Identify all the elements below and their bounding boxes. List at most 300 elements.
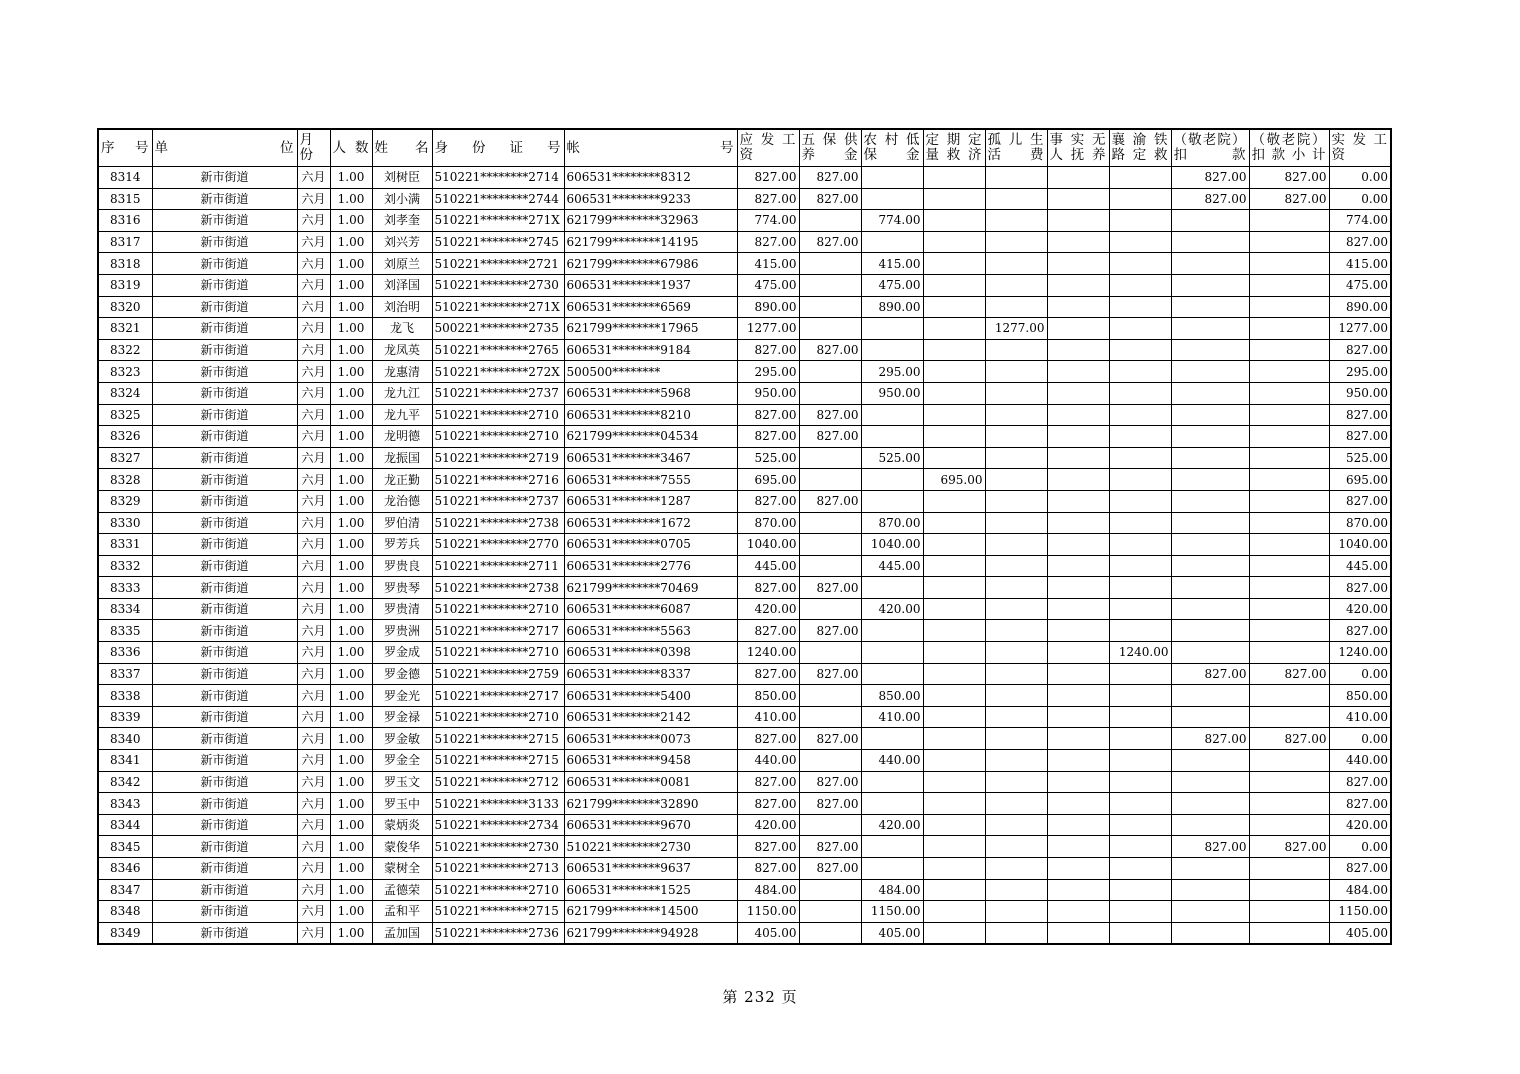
rural-dibao-cell	[861, 620, 923, 642]
headcount-cell: 1.00	[330, 274, 372, 296]
headcount-cell: 1.00	[330, 253, 372, 275]
headcount-cell: 1.00	[330, 814, 372, 836]
deduction-subtotal-cell	[1249, 318, 1329, 340]
month-cell: 六月	[297, 901, 330, 923]
id-number-cell: 500221********2735	[432, 318, 564, 340]
id-number-cell: 510221********2715	[432, 728, 564, 750]
railway-relief-cell	[1109, 404, 1171, 426]
five-guarantee-cell: 827.00	[799, 663, 861, 685]
unit-cell: 新市街道	[152, 922, 297, 944]
rural-dibao-cell: 870.00	[861, 512, 923, 534]
railway-relief-cell	[1109, 922, 1171, 944]
unit-cell: 新市街道	[152, 361, 297, 383]
month-cell: 六月	[297, 296, 330, 318]
id-number-cell: 510221********2711	[432, 555, 564, 577]
unit-cell: 新市街道	[152, 404, 297, 426]
name-cell: 罗金成	[372, 642, 432, 664]
name-cell: 刘孝奎	[372, 210, 432, 232]
rural-dibao-cell: 415.00	[861, 253, 923, 275]
headcount-cell: 1.00	[330, 296, 372, 318]
deduction-subtotal-cell	[1249, 922, 1329, 944]
deduction-subtotal-cell	[1249, 620, 1329, 642]
headcount-cell: 1.00	[330, 404, 372, 426]
name-cell: 蒙树全	[372, 858, 432, 880]
orphan-living-cell	[985, 728, 1047, 750]
table-row	[98, 858, 1391, 880]
name-cell: 罗贵琴	[372, 577, 432, 599]
id-number-cell: 510221********2744	[432, 188, 564, 210]
deduction-subtotal-cell	[1249, 534, 1329, 556]
unit-cell: 新市街道	[152, 728, 297, 750]
rural-dibao-cell: 410.00	[861, 706, 923, 728]
id-number-cell: 510221********2719	[432, 447, 564, 469]
month-cell: 六月	[297, 642, 330, 664]
railway-relief-cell	[1109, 382, 1171, 404]
railway-relief-cell	[1109, 685, 1171, 707]
rural-dibao-cell	[861, 339, 923, 361]
railway-relief-cell	[1109, 339, 1171, 361]
table-row	[98, 922, 1391, 944]
de-facto-orphan-cell	[1047, 750, 1109, 772]
five-guarantee-cell	[799, 210, 861, 232]
unit-cell: 新市街道	[152, 339, 297, 361]
account-number-cell: 606531********2776	[564, 555, 737, 577]
nursing-home-deduction-cell	[1171, 555, 1249, 577]
headcount-cell: 1.00	[330, 750, 372, 772]
row-number-cell: 8339	[98, 706, 152, 728]
account-number-cell: 606531********1672	[564, 512, 737, 534]
account-number-cell: 621799********32890	[564, 793, 737, 815]
rural-dibao-cell: 440.00	[861, 750, 923, 772]
rural-dibao-cell	[861, 858, 923, 880]
name-cell: 龙凤英	[372, 339, 432, 361]
de-facto-orphan-cell	[1047, 858, 1109, 880]
name-cell: 罗贵清	[372, 598, 432, 620]
account-number-cell: 606531********9670	[564, 814, 737, 836]
headcount-cell: 1.00	[330, 469, 372, 491]
table-row	[98, 555, 1391, 577]
row-number-cell: 8338	[98, 685, 152, 707]
rural-dibao-cell: 484.00	[861, 879, 923, 901]
name-cell: 刘兴芳	[372, 231, 432, 253]
table-row	[98, 167, 1391, 189]
row-number-cell: 8317	[98, 231, 152, 253]
header-row	[98, 129, 1391, 167]
account-number-cell: 606531********5968	[564, 382, 737, 404]
rural-dibao-cell	[861, 490, 923, 512]
deduction-subtotal-cell: 827.00	[1249, 836, 1329, 858]
orphan-living-cell	[985, 858, 1047, 880]
table-row	[98, 706, 1391, 728]
account-number-cell: 606531********0081	[564, 771, 737, 793]
five-guarantee-cell	[799, 685, 861, 707]
gross-pay-cell: 440.00	[737, 750, 799, 772]
five-guarantee-cell	[799, 922, 861, 944]
regular-relief-cell	[923, 274, 985, 296]
deduction-subtotal-cell	[1249, 879, 1329, 901]
regular-relief-cell	[923, 728, 985, 750]
nursing-home-deduction-cell: 827.00	[1171, 728, 1249, 750]
regular-relief-cell	[923, 814, 985, 836]
regular-relief-cell	[923, 858, 985, 880]
account-number-cell: 606531********3467	[564, 447, 737, 469]
nursing-home-deduction-cell	[1171, 750, 1249, 772]
month-cell: 六月	[297, 469, 330, 491]
orphan-living-cell	[985, 685, 1047, 707]
unit-cell: 新市街道	[152, 750, 297, 772]
unit-cell: 新市街道	[152, 793, 297, 815]
headcount-cell: 1.00	[330, 426, 372, 448]
orphan-living-cell: 1277.00	[985, 318, 1047, 340]
table-row	[98, 447, 1391, 469]
de-facto-orphan-cell	[1047, 555, 1109, 577]
orphan-living-cell	[985, 620, 1047, 642]
id-number-cell: 510221********2716	[432, 469, 564, 491]
railway-relief-cell	[1109, 706, 1171, 728]
id-number-cell: 510221********2745	[432, 231, 564, 253]
id-number-cell: 510221********272X	[432, 361, 564, 383]
de-facto-orphan-cell	[1047, 577, 1109, 599]
deduction-subtotal-cell	[1249, 512, 1329, 534]
gross-pay-cell: 827.00	[737, 663, 799, 685]
name-cell: 龙九江	[372, 382, 432, 404]
gross-pay-cell: 890.00	[737, 296, 799, 318]
table-row	[98, 210, 1391, 232]
net-pay-cell: 870.00	[1329, 512, 1391, 534]
gross-pay-cell: 827.00	[737, 404, 799, 426]
name-cell: 罗伯清	[372, 512, 432, 534]
unit-cell: 新市街道	[152, 620, 297, 642]
regular-relief-cell	[923, 318, 985, 340]
regular-relief-cell	[923, 210, 985, 232]
id-number-cell: 510221********2710	[432, 598, 564, 620]
gross-pay-cell: 827.00	[737, 858, 799, 880]
orphan-living-cell	[985, 922, 1047, 944]
rural-dibao-cell: 774.00	[861, 210, 923, 232]
name-cell: 罗玉文	[372, 771, 432, 793]
month-cell: 六月	[297, 490, 330, 512]
deduction-subtotal-cell	[1249, 685, 1329, 707]
headcount-cell: 1.00	[330, 490, 372, 512]
unit-cell: 新市街道	[152, 490, 297, 512]
headcount-cell: 1.00	[330, 642, 372, 664]
deduction-subtotal-cell	[1249, 426, 1329, 448]
deduction-subtotal-cell	[1249, 274, 1329, 296]
row-number-cell: 8331	[98, 534, 152, 556]
railway-relief-cell	[1109, 577, 1171, 599]
table-row	[98, 534, 1391, 556]
railway-relief-cell	[1109, 771, 1171, 793]
headcount-cell: 1.00	[330, 620, 372, 642]
account-number-cell: 606531********1525	[564, 879, 737, 901]
headcount-cell: 1.00	[330, 512, 372, 534]
headcount-cell: 1.00	[330, 534, 372, 556]
month-cell: 六月	[297, 814, 330, 836]
month-cell: 六月	[297, 685, 330, 707]
five-guarantee-cell: 827.00	[799, 167, 861, 189]
table-row	[98, 188, 1391, 210]
account-number-cell: 621799********32963	[564, 210, 737, 232]
orphan-living-cell	[985, 339, 1047, 361]
nursing-home-deduction-cell	[1171, 922, 1249, 944]
row-number-cell: 8324	[98, 382, 152, 404]
nursing-home-deduction-cell	[1171, 490, 1249, 512]
five-guarantee-cell	[799, 534, 861, 556]
nursing-home-deduction-cell	[1171, 685, 1249, 707]
five-guarantee-cell: 827.00	[799, 426, 861, 448]
de-facto-orphan-cell	[1047, 534, 1109, 556]
table-row	[98, 598, 1391, 620]
month-cell: 六月	[297, 555, 330, 577]
five-guarantee-cell	[799, 598, 861, 620]
regular-relief-cell	[923, 771, 985, 793]
five-guarantee-cell	[799, 253, 861, 275]
deduction-subtotal-cell	[1249, 577, 1329, 599]
month-cell: 六月	[297, 404, 330, 426]
column-header: 序 号	[98, 129, 152, 167]
net-pay-cell: 827.00	[1329, 793, 1391, 815]
five-guarantee-cell	[799, 814, 861, 836]
regular-relief-cell	[923, 490, 985, 512]
unit-cell: 新市街道	[152, 469, 297, 491]
unit-cell: 新市街道	[152, 771, 297, 793]
nursing-home-deduction-cell	[1171, 231, 1249, 253]
orphan-living-cell	[985, 274, 1047, 296]
nursing-home-deduction-cell	[1171, 706, 1249, 728]
headcount-cell: 1.00	[330, 728, 372, 750]
orphan-living-cell	[985, 447, 1047, 469]
five-guarantee-cell	[799, 901, 861, 923]
de-facto-orphan-cell	[1047, 879, 1109, 901]
orphan-living-cell	[985, 836, 1047, 858]
row-number-cell: 8319	[98, 274, 152, 296]
headcount-cell: 1.00	[330, 771, 372, 793]
unit-cell: 新市街道	[152, 534, 297, 556]
id-number-cell: 510221********271X	[432, 296, 564, 318]
railway-relief-cell	[1109, 750, 1171, 772]
row-number-cell: 8341	[98, 750, 152, 772]
deduction-subtotal-cell: 827.00	[1249, 188, 1329, 210]
rural-dibao-cell	[861, 188, 923, 210]
name-cell: 罗金敏	[372, 728, 432, 750]
account-number-cell: 606531********1287	[564, 490, 737, 512]
id-number-cell: 510221********2730	[432, 274, 564, 296]
unit-cell: 新市街道	[152, 858, 297, 880]
net-pay-cell: 950.00	[1329, 382, 1391, 404]
de-facto-orphan-cell	[1047, 231, 1109, 253]
headcount-cell: 1.00	[330, 685, 372, 707]
de-facto-orphan-cell	[1047, 361, 1109, 383]
name-cell: 龙治德	[372, 490, 432, 512]
name-cell: 蒙炳炎	[372, 814, 432, 836]
id-number-cell: 510221********2715	[432, 750, 564, 772]
table-row	[98, 836, 1391, 858]
gross-pay-cell: 870.00	[737, 512, 799, 534]
orphan-living-cell	[985, 663, 1047, 685]
de-facto-orphan-cell	[1047, 706, 1109, 728]
rural-dibao-cell	[861, 426, 923, 448]
regular-relief-cell	[923, 577, 985, 599]
column-header: 事 实 无 人 抚 养	[1047, 129, 1109, 167]
row-number-cell: 8316	[98, 210, 152, 232]
five-guarantee-cell	[799, 361, 861, 383]
gross-pay-cell: 827.00	[737, 339, 799, 361]
unit-cell: 新市街道	[152, 879, 297, 901]
five-guarantee-cell: 827.00	[799, 231, 861, 253]
orphan-living-cell	[985, 296, 1047, 318]
deduction-subtotal-cell	[1249, 253, 1329, 275]
nursing-home-deduction-cell	[1171, 858, 1249, 880]
row-number-cell: 8349	[98, 922, 152, 944]
nursing-home-deduction-cell	[1171, 274, 1249, 296]
regular-relief-cell	[923, 382, 985, 404]
gross-pay-cell: 484.00	[737, 879, 799, 901]
row-number-cell: 8345	[98, 836, 152, 858]
name-cell: 罗金全	[372, 750, 432, 772]
rural-dibao-cell: 850.00	[861, 685, 923, 707]
unit-cell: 新市街道	[152, 426, 297, 448]
row-number-cell: 8344	[98, 814, 152, 836]
month-cell: 六月	[297, 598, 330, 620]
deduction-subtotal-cell	[1249, 642, 1329, 664]
data-table	[97, 128, 1392, 945]
table-row	[98, 296, 1391, 318]
gross-pay-cell: 827.00	[737, 231, 799, 253]
de-facto-orphan-cell	[1047, 901, 1109, 923]
regular-relief-cell	[923, 620, 985, 642]
regular-relief-cell	[923, 836, 985, 858]
row-number-cell: 8347	[98, 879, 152, 901]
account-number-cell: 606531********7555	[564, 469, 737, 491]
account-number-cell: 621799********94928	[564, 922, 737, 944]
orphan-living-cell	[985, 706, 1047, 728]
deduction-subtotal-cell	[1249, 750, 1329, 772]
deduction-subtotal-cell	[1249, 361, 1329, 383]
five-guarantee-cell: 827.00	[799, 404, 861, 426]
id-number-cell: 510221********2710	[432, 426, 564, 448]
rural-dibao-cell	[861, 404, 923, 426]
unit-cell: 新市街道	[152, 685, 297, 707]
deduction-subtotal-cell	[1249, 858, 1329, 880]
name-cell: 龙惠清	[372, 361, 432, 383]
unit-cell: 新市街道	[152, 210, 297, 232]
regular-relief-cell	[923, 534, 985, 556]
orphan-living-cell	[985, 512, 1047, 534]
gross-pay-cell: 420.00	[737, 598, 799, 620]
nursing-home-deduction-cell	[1171, 318, 1249, 340]
account-number-cell: 606531********1937	[564, 274, 737, 296]
gross-pay-cell: 827.00	[737, 771, 799, 793]
row-number-cell: 8315	[98, 188, 152, 210]
nursing-home-deduction-cell	[1171, 901, 1249, 923]
headcount-cell: 1.00	[330, 836, 372, 858]
row-number-cell: 8320	[98, 296, 152, 318]
month-cell: 六月	[297, 771, 330, 793]
gross-pay-cell: 405.00	[737, 922, 799, 944]
de-facto-orphan-cell	[1047, 404, 1109, 426]
de-facto-orphan-cell	[1047, 836, 1109, 858]
gross-pay-cell: 420.00	[737, 814, 799, 836]
net-pay-cell: 890.00	[1329, 296, 1391, 318]
deduction-subtotal-cell	[1249, 901, 1329, 923]
nursing-home-deduction-cell	[1171, 577, 1249, 599]
rural-dibao-cell: 475.00	[861, 274, 923, 296]
rural-dibao-cell: 1040.00	[861, 534, 923, 556]
month-cell: 六月	[297, 253, 330, 275]
row-number-cell: 8330	[98, 512, 152, 534]
table-row	[98, 426, 1391, 448]
regular-relief-cell	[923, 598, 985, 620]
de-facto-orphan-cell	[1047, 728, 1109, 750]
month-cell: 六月	[297, 836, 330, 858]
month-cell: 六月	[297, 339, 330, 361]
regular-relief-cell	[923, 685, 985, 707]
month-cell: 六月	[297, 577, 330, 599]
unit-cell: 新市街道	[152, 382, 297, 404]
regular-relief-cell	[923, 642, 985, 664]
headcount-cell: 1.00	[330, 663, 372, 685]
month-cell: 六月	[297, 188, 330, 210]
account-number-cell: 606531********9458	[564, 750, 737, 772]
railway-relief-cell	[1109, 426, 1171, 448]
headcount-cell: 1.00	[330, 339, 372, 361]
de-facto-orphan-cell	[1047, 382, 1109, 404]
headcount-cell: 1.00	[330, 210, 372, 232]
net-pay-cell: 1040.00	[1329, 534, 1391, 556]
five-guarantee-cell	[799, 879, 861, 901]
nursing-home-deduction-cell: 827.00	[1171, 167, 1249, 189]
table-row	[98, 274, 1391, 296]
de-facto-orphan-cell	[1047, 490, 1109, 512]
column-header: （敬老院）扣 款	[1171, 129, 1249, 167]
net-pay-cell: 850.00	[1329, 685, 1391, 707]
railway-relief-cell	[1109, 879, 1171, 901]
account-number-cell: 606531********9233	[564, 188, 737, 210]
rural-dibao-cell	[861, 469, 923, 491]
month-cell: 六月	[297, 447, 330, 469]
account-number-cell: 606531********0073	[564, 728, 737, 750]
five-guarantee-cell	[799, 555, 861, 577]
railway-relief-cell	[1109, 512, 1171, 534]
regular-relief-cell	[923, 231, 985, 253]
headcount-cell: 1.00	[330, 577, 372, 599]
railway-relief-cell	[1109, 210, 1171, 232]
gross-pay-cell: 850.00	[737, 685, 799, 707]
table-row	[98, 620, 1391, 642]
nursing-home-deduction-cell: 827.00	[1171, 836, 1249, 858]
railway-relief-cell	[1109, 901, 1171, 923]
orphan-living-cell	[985, 879, 1047, 901]
column-header: 姓 名	[372, 129, 432, 167]
id-number-cell: 510221********2710	[432, 879, 564, 901]
railway-relief-cell	[1109, 253, 1171, 275]
unit-cell: 新市街道	[152, 814, 297, 836]
month-cell: 六月	[297, 750, 330, 772]
month-cell: 六月	[297, 274, 330, 296]
five-guarantee-cell: 827.00	[799, 728, 861, 750]
regular-relief-cell	[923, 793, 985, 815]
nursing-home-deduction-cell	[1171, 382, 1249, 404]
five-guarantee-cell	[799, 642, 861, 664]
five-guarantee-cell	[799, 296, 861, 318]
net-pay-cell: 774.00	[1329, 210, 1391, 232]
table-row	[98, 490, 1391, 512]
column-header: 孤 儿 生 活 费	[985, 129, 1047, 167]
rural-dibao-cell: 420.00	[861, 598, 923, 620]
net-pay-cell: 827.00	[1329, 231, 1391, 253]
unit-cell: 新市街道	[152, 642, 297, 664]
gross-pay-cell: 827.00	[737, 793, 799, 815]
